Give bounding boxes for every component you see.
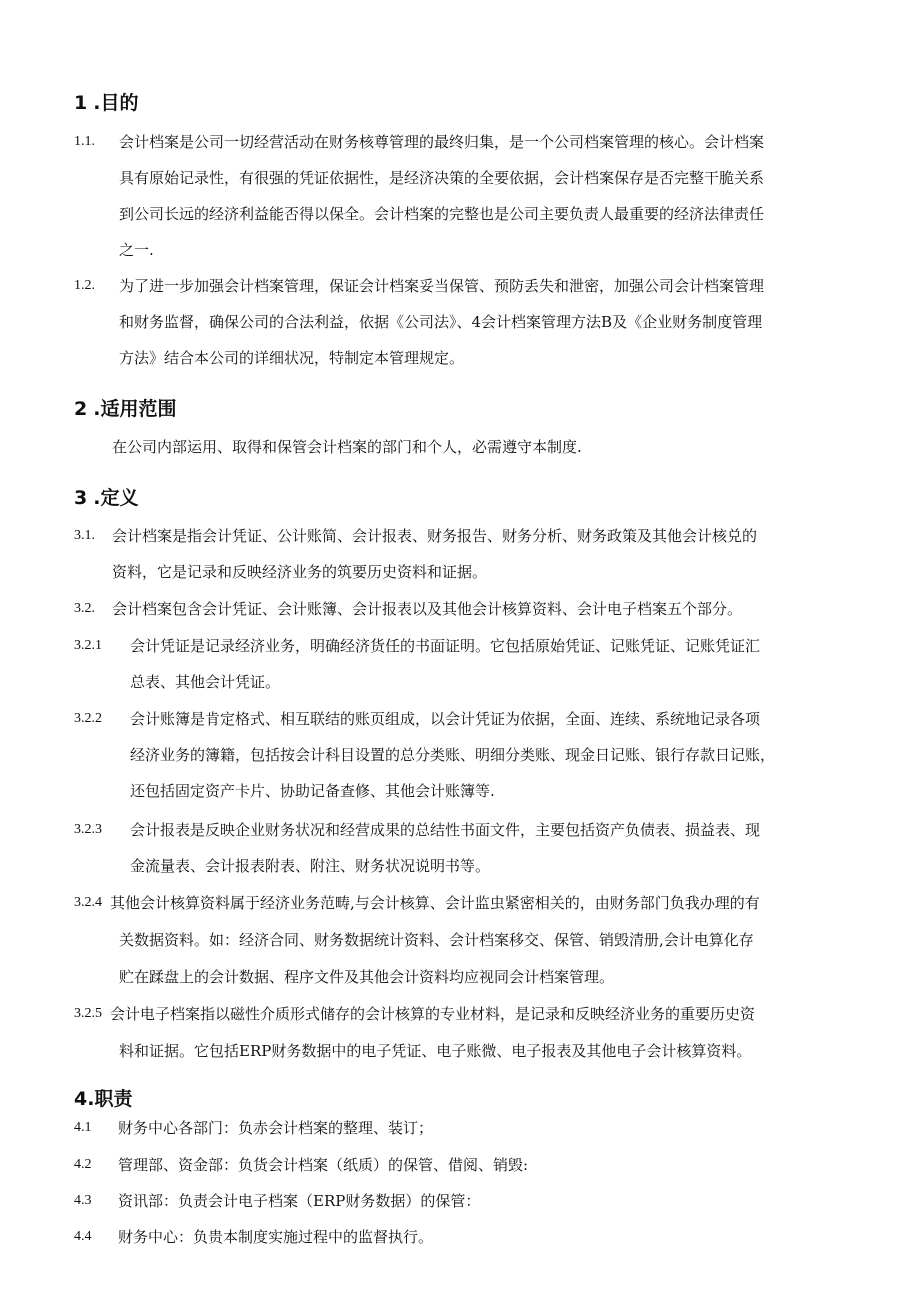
paragraph-line: 到公司长远的经济利益能否得以保全。会计档案的完整也是公司主要负责人最重要的经济法律责任 xyxy=(119,205,765,223)
section-number: 2 xyxy=(74,398,88,420)
paragraph-line: 还包括固定资产卡片、协助记备查修、其他会计账簿等. xyxy=(130,782,495,800)
paragraph-line: 资料，它是记录和反映经济业务的筑要历史资料和证据。 xyxy=(112,563,488,581)
item-number: 4.2 xyxy=(74,1157,92,1172)
item-number: 4.4 xyxy=(74,1229,92,1244)
paragraph-line: 在公司内部运用、取得和保管会计档案的部门和个人，必需遵守本制度. xyxy=(112,438,582,456)
item-number: 4.3 xyxy=(74,1193,92,1208)
section-number: 3 xyxy=(74,487,88,509)
section-number: 1 xyxy=(74,92,88,114)
paragraph-line: 会计凭证是记录经济业务，明确经济货任的书面证明。它包括原始凭证、记账凭证、记账凭证汇 xyxy=(130,637,761,655)
item-number: 3.2.4 xyxy=(74,895,102,910)
item-number: 1.1. xyxy=(74,134,95,149)
section-2-heading xyxy=(74,398,176,420)
paragraph-line: 具有原始记录性，有很强的凭证依据性，是经济决策的全要依据，会计档案保存是否完整干脆关系 xyxy=(119,169,765,187)
paragraph-line: 和财务监督，确保公司的合法利益，依据《公司法》、4会计档案管理方法B及《企业财务制度管理 xyxy=(119,313,763,331)
item-number: 3.2. xyxy=(74,601,95,616)
section-number: 4. xyxy=(74,1088,95,1110)
paragraph-line: 料和证据。它包括ERP财务数据中的电子凭证、电子账微、电子报表及其他电子会计核算资料。 xyxy=(119,1042,752,1060)
paragraph-line: 会计账簿是肯定格式、相互联结的账页组成，以会计凭证为依据，全面、连续、系统地记录各项 xyxy=(130,710,761,728)
paragraph-line: 总表、其他会计凭证。 xyxy=(130,673,281,691)
paragraph-line: 贮在蹂盘上的会计数据、程序文件及其他会计资料均应视同会计档案管理。 xyxy=(119,968,615,986)
paragraph-line: 财务中心：负贵本制度实施过程中的监督执行。 xyxy=(118,1228,434,1246)
paragraph-line: 会计报表是反映企业财务状况和经营成果的总结性书面文件，主要包括资产负债表、损益表、现 xyxy=(130,821,761,839)
paragraph-line: 会计档案是指会计凭证、公计账简、会计报表、财务报告、财务分析、财务政策及其他会计核兑的 xyxy=(112,527,758,545)
section-4-heading xyxy=(74,1088,132,1110)
paragraph-line: 方法》结合本公司的详细状况，特制定本管理规定。 xyxy=(119,349,465,367)
paragraph-line: 管理部、资金部：负货会计档案（纸质）的保管、借阅、销毁: xyxy=(118,1156,529,1174)
item-number: 3.1. xyxy=(74,528,95,543)
section-1-heading xyxy=(74,92,138,114)
section-title: .目的 xyxy=(93,92,139,114)
section-title: 职责 xyxy=(94,1088,133,1110)
section-title: .适用范围 xyxy=(93,398,177,420)
paragraph-line: 其他会计核算资料属于经济业务范畴,与会计核算、会计监虫紧密相关的，由财务部门负我办理的有 xyxy=(110,894,760,912)
paragraph-line: 之一. xyxy=(119,241,154,259)
paragraph-line: 金流量表、会计报表附表、附注、财务状况说明书等。 xyxy=(130,857,491,875)
item-number: 3.2.2 xyxy=(74,711,102,726)
paragraph-line: 经济业务的簿籍，包括按会计科目设置的总分类账、明细分类账、现金日记账、银行存款日记账， xyxy=(130,746,776,764)
item-number: 3.2.1 xyxy=(74,638,102,653)
paragraph-line: 关数据资料。如：经济合同、财务数据统计资料、会计档案移交、保管、销毁清册,会计电算化存 xyxy=(119,931,754,949)
item-number: 1.2. xyxy=(74,278,95,293)
item-number: 4.1 xyxy=(74,1120,92,1135)
item-number: 3.2.5 xyxy=(74,1006,102,1021)
section-3-heading xyxy=(74,487,138,509)
item-number: 3.2.3 xyxy=(74,822,102,837)
section-title: .定义 xyxy=(93,487,139,509)
paragraph-line: 资讯部：负责会计电子档案（ERP财务数据）的保管： xyxy=(118,1192,481,1210)
paragraph-line: 财务中心各部门：负赤会计档案的整理、装订； xyxy=(118,1119,434,1137)
paragraph-line: 会计档案包含会计凭证、会计账簿、会计报表以及其他会计核算资料、会计电子档案五个部分。 xyxy=(112,600,743,618)
paragraph-line: 会计档案是公司一切经营活动在财务核尊管理的最终归集，是一个公司档案管理的核心。会计档案 xyxy=(119,133,765,151)
paragraph-line: 会计电子档案指以磁性介质形式储存的会计核算的专业材料，是记录和反映经济业务的重要历史资 xyxy=(110,1005,756,1023)
paragraph-line: 为了进一步加强会计档案管理，保证会计档案妥当保管、预防丢失和泄密，加强公司会计档案管理 xyxy=(119,277,765,295)
